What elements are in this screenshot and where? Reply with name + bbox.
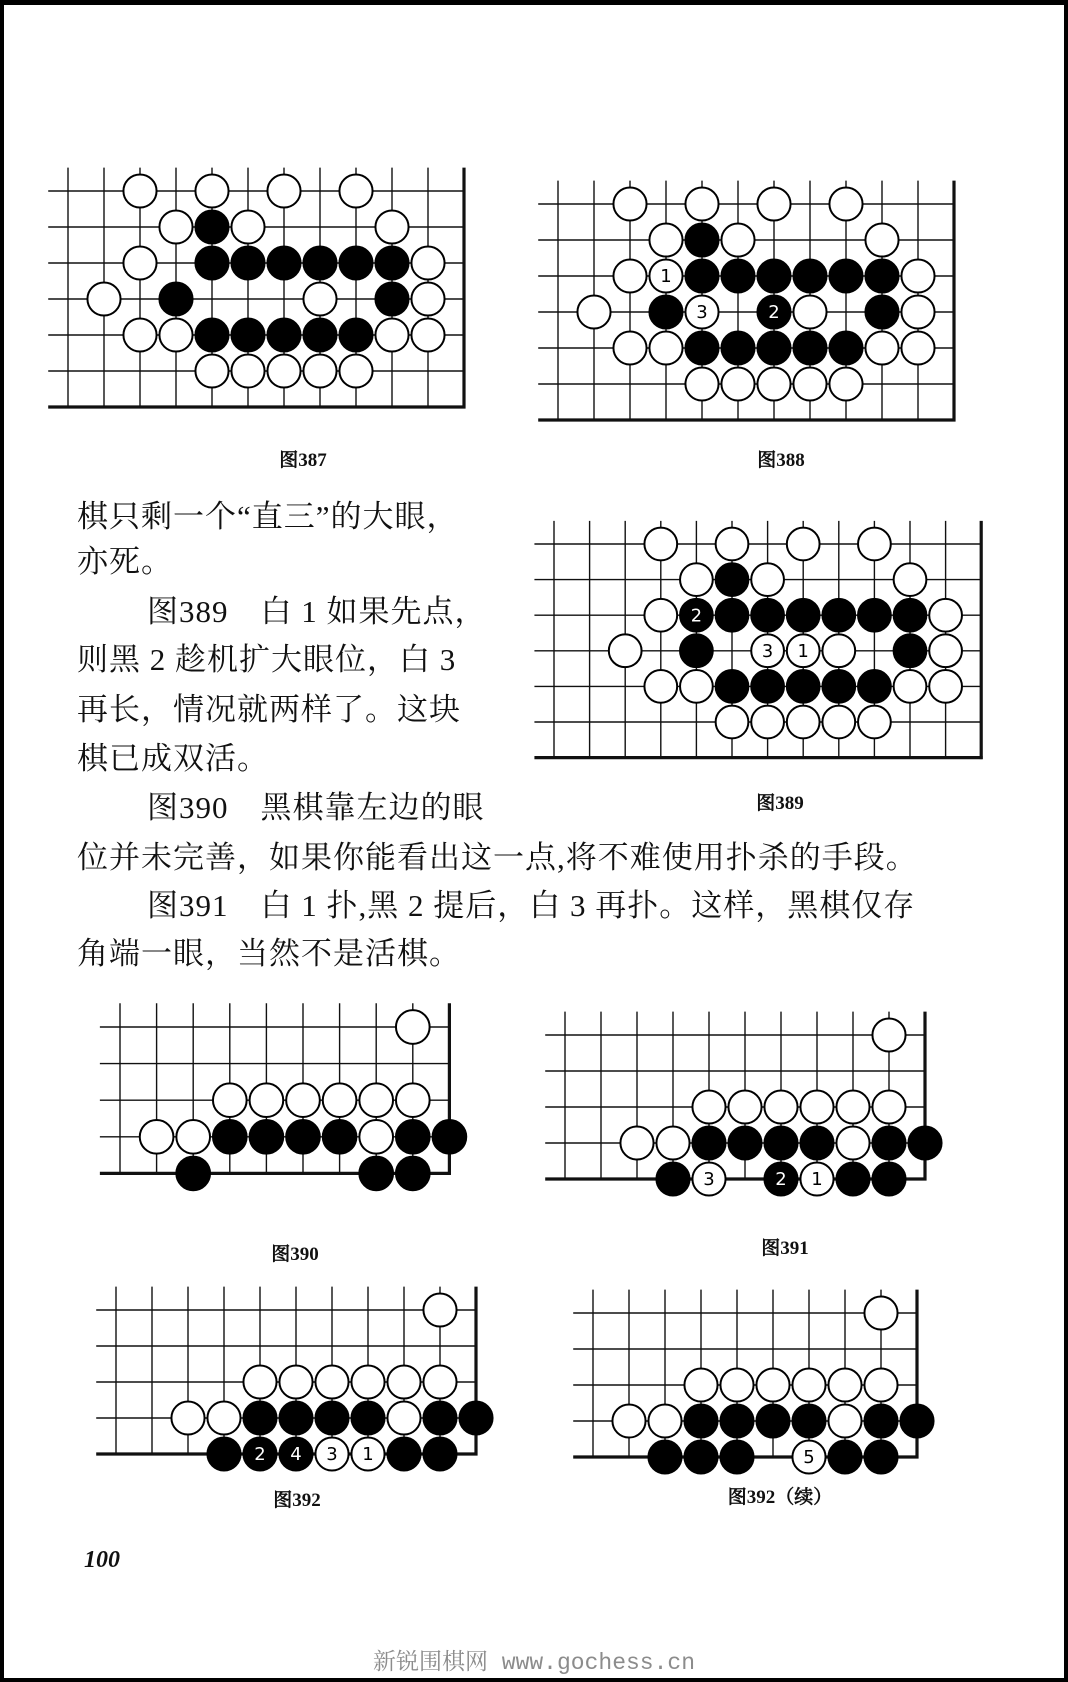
black-stone — [900, 1404, 933, 1437]
white-stone — [828, 1368, 861, 1401]
white-stone — [577, 295, 610, 328]
page-number: 100 — [84, 1547, 120, 1573]
move-number-label: 2 — [775, 1169, 787, 1191]
white-stone — [339, 174, 372, 207]
black-stone — [195, 210, 228, 243]
white-stone — [822, 634, 855, 667]
white-stone — [213, 1083, 247, 1117]
white-stone — [685, 367, 718, 400]
move-number-label: 3 — [696, 302, 708, 324]
figure-caption-387: 图387 — [279, 450, 327, 471]
white-stone — [315, 1365, 348, 1398]
black-stone — [894, 599, 927, 632]
white-stone — [793, 295, 826, 328]
white-stone — [764, 1090, 797, 1123]
white-stone — [375, 210, 408, 243]
white-stone — [756, 1368, 789, 1401]
body-text-line: 图390 黑棋靠左边的眼 — [147, 790, 485, 825]
black-stone — [359, 1157, 393, 1191]
white-stone — [864, 1296, 897, 1329]
black-stone — [649, 295, 682, 328]
white-stone — [901, 295, 934, 328]
figure-caption-392-continued: 图392（续） — [727, 1487, 833, 1508]
body-text-line: 图389 白 1 如果先点， — [147, 594, 487, 629]
white-stone — [351, 1365, 384, 1398]
white-stone — [751, 563, 784, 596]
black-stone — [716, 599, 749, 632]
go-diagram-388 — [530, 170, 970, 432]
white-stone — [787, 706, 820, 739]
white-stone — [612, 1404, 645, 1437]
white-stone — [685, 187, 718, 220]
go-diagram-389 — [528, 506, 998, 774]
black-stone — [716, 563, 749, 596]
black-stone — [685, 331, 718, 364]
black-stone — [648, 1440, 681, 1473]
white-stone — [411, 282, 444, 315]
move-number-label: 2 — [768, 302, 780, 324]
black-stone — [250, 1120, 284, 1154]
move-number-label: 1 — [811, 1169, 823, 1191]
black-stone — [751, 599, 784, 632]
figure-caption-389: 图389 — [756, 793, 804, 814]
white-stone — [123, 246, 156, 279]
black-stone — [267, 318, 300, 351]
black-stone — [908, 1126, 941, 1159]
body-text-line: 棋已成双活。 — [77, 741, 269, 776]
body-text-line: 位并未完善，如果你能看出这一点,将不难使用扑杀的手段。 — [77, 840, 918, 875]
white-stone — [267, 174, 300, 207]
black-stone — [213, 1120, 247, 1154]
white-stone — [793, 367, 826, 400]
figure-caption-388: 图388 — [757, 450, 805, 471]
white-stone — [721, 223, 754, 256]
black-stone — [721, 331, 754, 364]
white-stone — [680, 563, 713, 596]
black-stone — [864, 1404, 897, 1437]
black-stone — [865, 295, 898, 328]
white-stone — [359, 1083, 393, 1117]
figure-caption-391: 图391 — [761, 1238, 809, 1259]
black-stone — [864, 1440, 897, 1473]
white-stone — [864, 1368, 897, 1401]
body-text-line: 棋只剩一个“直三”的大眼， — [77, 499, 459, 534]
white-stone — [267, 354, 300, 387]
black-stone — [387, 1437, 420, 1470]
black-stone — [231, 246, 264, 279]
white-stone — [649, 331, 682, 364]
white-stone — [423, 1365, 456, 1398]
black-stone — [828, 1440, 861, 1473]
white-stone — [123, 318, 156, 351]
black-stone — [872, 1126, 905, 1159]
white-stone — [872, 1090, 905, 1123]
black-stone — [894, 634, 927, 667]
white-stone — [872, 1018, 905, 1051]
black-stone — [267, 246, 300, 279]
black-stone — [685, 223, 718, 256]
go-diagram-392 — [94, 1276, 504, 1476]
black-stone — [176, 1157, 210, 1191]
go-diagram-392-continued — [566, 1278, 942, 1478]
white-stone — [613, 331, 646, 364]
white-stone — [894, 563, 927, 596]
white-stone — [751, 706, 784, 739]
black-stone — [822, 670, 855, 703]
black-stone — [685, 259, 718, 292]
black-stone — [829, 259, 862, 292]
white-stone — [279, 1365, 312, 1398]
white-stone — [720, 1368, 753, 1401]
white-stone — [423, 1293, 456, 1326]
white-stone — [396, 1083, 430, 1117]
white-stone — [613, 187, 646, 220]
white-stone — [243, 1365, 276, 1398]
white-stone — [865, 223, 898, 256]
black-stone — [692, 1126, 725, 1159]
white-stone — [195, 174, 228, 207]
black-stone — [207, 1437, 240, 1470]
black-stone — [279, 1401, 312, 1434]
black-stone — [721, 259, 754, 292]
white-stone — [757, 367, 790, 400]
black-stone — [756, 1404, 789, 1437]
white-stone — [176, 1120, 210, 1154]
black-stone — [787, 670, 820, 703]
black-stone — [865, 259, 898, 292]
go-diagram-387 — [40, 158, 480, 420]
black-stone — [339, 246, 372, 279]
white-stone — [836, 1126, 869, 1159]
white-stone — [87, 282, 120, 315]
white-stone — [195, 354, 228, 387]
black-stone — [243, 1401, 276, 1434]
white-stone — [207, 1401, 240, 1434]
white-stone — [250, 1083, 284, 1117]
white-stone — [649, 223, 682, 256]
white-stone — [644, 670, 677, 703]
black-stone — [793, 331, 826, 364]
black-stone — [757, 259, 790, 292]
white-stone — [692, 1090, 725, 1123]
white-stone — [901, 259, 934, 292]
black-stone — [793, 259, 826, 292]
move-number-label: 1 — [660, 266, 672, 288]
white-stone — [303, 282, 336, 315]
white-stone — [339, 354, 372, 387]
black-stone — [684, 1440, 717, 1473]
move-number-label: 5 — [803, 1447, 815, 1469]
white-stone — [684, 1368, 717, 1401]
white-stone — [411, 246, 444, 279]
white-stone — [644, 599, 677, 632]
black-stone — [231, 318, 264, 351]
black-stone — [433, 1120, 467, 1154]
white-stone — [613, 259, 646, 292]
move-number-label: 3 — [761, 641, 774, 663]
white-stone — [929, 599, 962, 632]
black-stone — [720, 1440, 753, 1473]
white-stone — [901, 331, 934, 364]
black-stone — [829, 331, 862, 364]
white-stone — [680, 670, 713, 703]
white-stone — [929, 670, 962, 703]
black-stone — [656, 1162, 689, 1195]
white-stone — [716, 706, 749, 739]
move-number-label: 3 — [326, 1444, 338, 1466]
white-stone — [800, 1090, 833, 1123]
move-number-label: 2 — [690, 605, 703, 627]
black-stone — [792, 1404, 825, 1437]
white-stone — [411, 318, 444, 351]
white-stone — [387, 1365, 420, 1398]
white-stone — [231, 210, 264, 243]
black-stone — [836, 1162, 869, 1195]
black-stone — [286, 1120, 320, 1154]
move-number-label: 1 — [797, 641, 809, 663]
white-stone — [648, 1404, 681, 1437]
black-stone — [787, 599, 820, 632]
white-stone — [822, 706, 855, 739]
white-stone — [721, 367, 754, 400]
black-stone — [459, 1401, 492, 1434]
white-stone — [323, 1083, 357, 1117]
black-stone — [339, 318, 372, 351]
white-stone — [836, 1090, 869, 1123]
body-text-line: 则黑 2 趁机扩大眼位，白 3 — [77, 642, 457, 677]
white-stone — [656, 1126, 689, 1159]
white-stone — [728, 1090, 761, 1123]
white-stone — [159, 210, 192, 243]
white-stone — [286, 1083, 320, 1117]
white-stone — [375, 318, 408, 351]
black-stone — [396, 1120, 430, 1154]
black-stone — [728, 1126, 761, 1159]
body-text-line: 亦死。 — [77, 544, 173, 579]
go-diagram-391 — [540, 1000, 950, 1202]
black-stone — [680, 634, 713, 667]
black-stone — [757, 331, 790, 364]
white-stone — [609, 634, 642, 667]
move-number-label: 2 — [254, 1444, 266, 1466]
go-diagram-390 — [94, 992, 474, 1194]
white-stone — [231, 354, 264, 387]
white-stone — [858, 528, 891, 561]
move-number-label: 4 — [290, 1444, 302, 1466]
black-stone — [375, 246, 408, 279]
white-stone — [894, 670, 927, 703]
white-stone — [644, 528, 677, 561]
black-stone — [375, 282, 408, 315]
white-stone — [387, 1401, 420, 1434]
move-number-label: 3 — [703, 1169, 715, 1191]
black-stone — [716, 670, 749, 703]
white-stone — [929, 634, 962, 667]
white-stone — [159, 318, 192, 351]
watermark-footer: 新锐围棋网 www.gochess.cn — [372, 1650, 696, 1676]
white-stone — [829, 367, 862, 400]
figure-caption-392: 图392 — [273, 1490, 321, 1511]
white-stone — [829, 187, 862, 220]
white-stone — [620, 1126, 653, 1159]
white-stone — [359, 1120, 393, 1154]
white-stone — [396, 1010, 430, 1044]
black-stone — [822, 599, 855, 632]
black-stone — [195, 246, 228, 279]
black-stone — [872, 1162, 905, 1195]
black-stone — [858, 670, 891, 703]
black-stone — [396, 1157, 430, 1191]
white-stone — [171, 1401, 204, 1434]
black-stone — [159, 282, 192, 315]
white-stone — [787, 528, 820, 561]
black-stone — [195, 318, 228, 351]
figure-caption-390: 图390 — [271, 1244, 319, 1265]
black-stone — [720, 1404, 753, 1437]
black-stone — [303, 318, 336, 351]
black-stone — [315, 1401, 348, 1434]
black-stone — [423, 1437, 456, 1470]
black-stone — [423, 1401, 456, 1434]
white-stone — [123, 174, 156, 207]
body-text-line: 再长，情况就两样了。这块 — [77, 692, 461, 727]
black-stone — [764, 1126, 797, 1159]
body-text-line: 角端一眼，当然不是活棋。 — [77, 936, 461, 971]
black-stone — [303, 246, 336, 279]
white-stone — [792, 1368, 825, 1401]
black-stone — [351, 1401, 384, 1434]
black-stone — [858, 599, 891, 632]
white-stone — [716, 528, 749, 561]
white-stone — [303, 354, 336, 387]
black-stone — [800, 1126, 833, 1159]
white-stone — [865, 331, 898, 364]
white-stone — [828, 1404, 861, 1437]
white-stone — [757, 187, 790, 220]
body-text-line: 图391 白 1 扑,黑 2 提后，白 3 再扑。这样，黑棋仅存 — [147, 888, 916, 923]
black-stone — [323, 1120, 357, 1154]
black-stone — [684, 1404, 717, 1437]
move-number-label: 1 — [362, 1444, 374, 1466]
black-stone — [751, 670, 784, 703]
white-stone — [858, 706, 891, 739]
white-stone — [140, 1120, 174, 1154]
